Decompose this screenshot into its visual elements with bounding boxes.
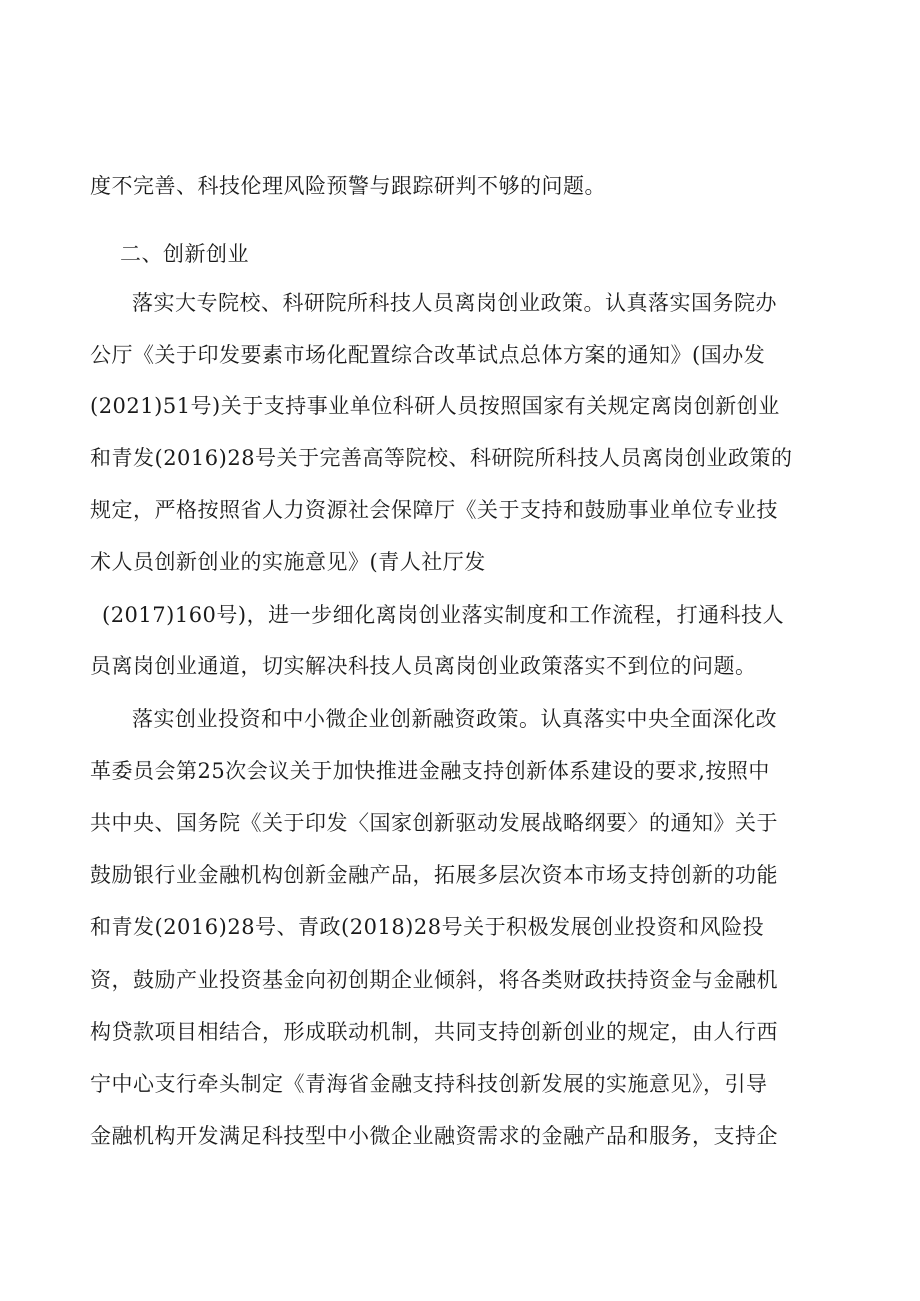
paragraph-line: 落实大专院校、科研院所科技人员离岗创业政策。认真落实国务院办 — [132, 291, 777, 315]
paragraph-line: (2017)160号)，进一步细化离岗创业落实制度和工作流程，打通科技人 — [102, 603, 785, 627]
paragraph-line: 和青发(2016)28号关于完善高等院校、科研院所科技人员离岗创业政策的 — [90, 446, 793, 470]
paragraph-line: 革委员会第25次会议关于加快推进金融支持创新体系建设的要求,按照中 — [90, 759, 770, 783]
paragraph-line: 构贷款项目相结合，形成联动机制，共同支持创新创业的规定，由人行西 — [90, 1020, 778, 1044]
paragraph-line: 鼓励银行业金融机构创新金融产品，拓展多层次资本市场支持创新的功能 — [90, 863, 778, 887]
paragraph-line: 落实创业投资和中小微企业创新融资政策。认真落实中央全面深化改 — [132, 707, 777, 731]
paragraph-line: 宁中心支行牵头制定《青海省金融支持科技创新发展的实施意见》，引导 — [90, 1072, 768, 1096]
paragraph-line: 术人员创新创业的实施意见》(青人社厅发 — [90, 550, 486, 574]
section-heading: 二、创新创业 — [120, 242, 249, 266]
paragraph-line: (2021)51号)关于支持事业单位科研人员按照国家有关规定离岗创新创业 — [90, 394, 780, 418]
paragraph-line: 金融机构开发满足科技型中小微企业融资需求的金融产品和服务，支持企 — [90, 1124, 778, 1148]
paragraph-line: 共中央、国务院《关于印发〈国家创新驱动发展战略纲要〉的通知》关于 — [90, 811, 778, 835]
paragraph-line: 公厅《关于印发要素市场化配置综合改革试点总体方案的通知》(国办发 — [90, 343, 766, 367]
paragraph-line: 和青发(2016)28号、青政(2018)28号关于积极发展创业投资和风险投 — [90, 915, 765, 939]
paragraph-line: 员离岗创业通道，切实解决科技人员离岗创业政策落实不到位的问题。 — [90, 654, 757, 678]
paragraph-line: 规定，严格按照省人力资源社会保障厅《关于支持和鼓励事业单位专业技 — [90, 498, 778, 522]
paragraph-line: 度不完善、科技伦理风险预警与跟踪研判不够的问题。 — [90, 174, 606, 198]
paragraph-line: 资，鼓励产业投资基金向初创期企业倾斜，将各类财政扶持资金与金融机 — [90, 968, 778, 992]
